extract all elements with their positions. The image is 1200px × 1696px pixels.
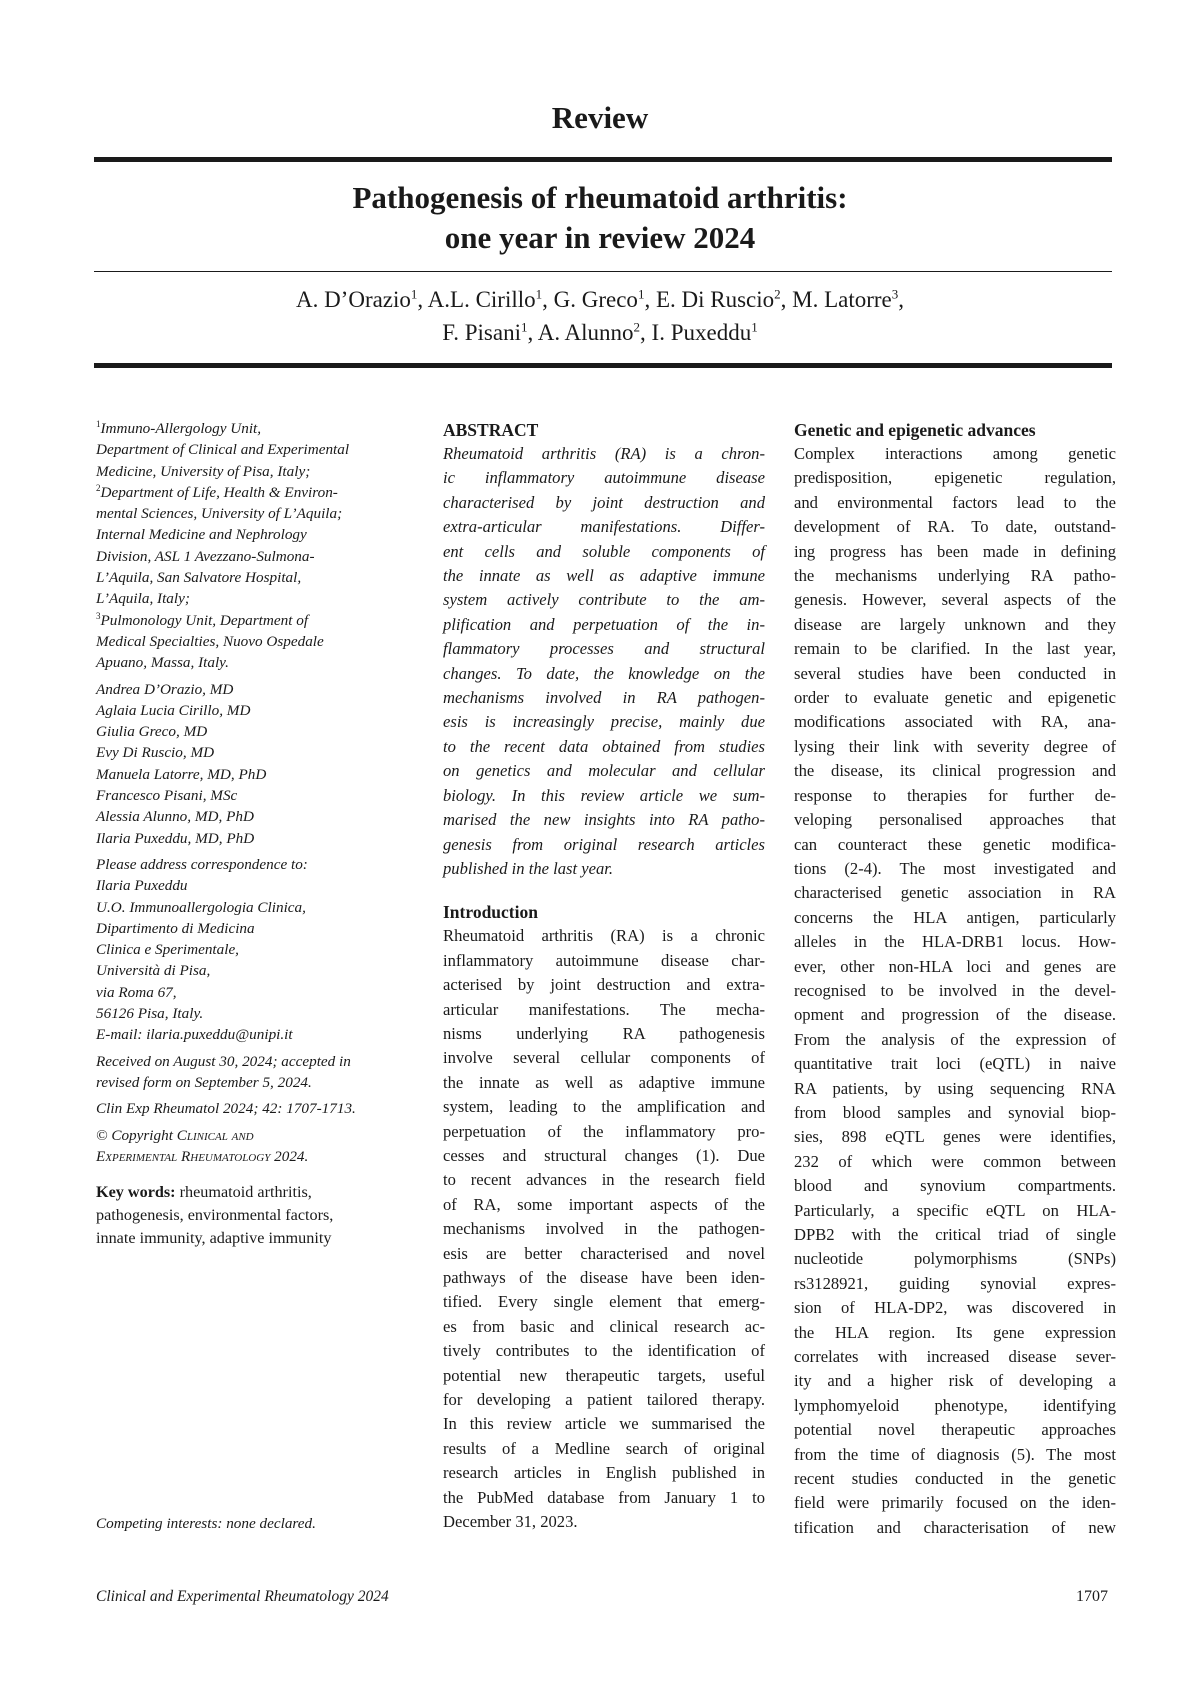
text-line: can counteract these genetic modifica-	[794, 834, 1116, 854]
author-line-2: F. Pisani$^1$, A. Alunno$^2$, I. Puxeddu$^1$	[442, 319, 758, 345]
text-line: esis is increasingly precise, mainly due	[443, 712, 765, 732]
text-line: Francesco Pisani, MSc	[96, 787, 238, 805]
text-line: tified. Every single element that emerg-	[443, 1292, 765, 1312]
text-line: rs3128921, guiding synovial expres-	[794, 1273, 1116, 1293]
author-full-names	[96, 679, 412, 849]
footer-journal: Clinical and Experimental Rheumatology 2024	[96, 1588, 389, 1605]
text-line: predisposition, epigenetic regulation,	[794, 468, 1116, 488]
text-line: biology. In this review article we sum-	[443, 785, 765, 805]
affiliation-line: Internal Medicine and Nephrology	[96, 526, 307, 544]
text-line: Ilaria Puxeddu	[96, 877, 188, 895]
introduction-heading: Introduction	[443, 902, 538, 923]
author: A. D’Orazio	[295, 287, 411, 312]
text-line: cesses and structural changes (1). Due	[443, 1145, 765, 1165]
author-affiliation-marker: 1	[535, 286, 543, 302]
genetic-heading: Genetic and epigenetic advances	[794, 420, 1036, 440]
text-line: system actively contribute to the am-	[443, 590, 765, 610]
text-line: Andrea D’Orazio, MD	[96, 680, 234, 698]
text-line: Rheumatoid arthritis (RA) is a chronic	[443, 926, 765, 946]
text-line: December 31, 2023.	[443, 1512, 578, 1532]
right-column	[794, 418, 1116, 1540]
text-line: to the recent data obtained from studies	[443, 736, 765, 756]
section-label: Review	[551, 100, 649, 135]
text-line: lymphomyeloid phenotype, identifying	[794, 1395, 1116, 1415]
text-line: ing progress has been made in defining	[794, 541, 1116, 561]
text-line: Evy Di Ruscio, MD	[96, 744, 215, 762]
keywords: Key words: rheumatoid arthritis, pathogenesis, environmental factors, innate immunity, adaptive immunity	[96, 1183, 334, 1248]
author-affiliation-marker: 2	[633, 319, 641, 335]
author-affiliation-marker: 1	[520, 319, 528, 335]
text-line: development of RA. To date, outstand-	[794, 517, 1116, 537]
text-line: disease are largely unknown and they	[794, 614, 1116, 634]
text-line: tively contributes to the identification of	[443, 1341, 765, 1361]
sidebar-column	[96, 418, 412, 1250]
text-line: and environmental factors lead to the	[794, 492, 1116, 512]
text-line: concerns the HLA antigen, particularly	[794, 907, 1116, 927]
text-line: perpetuation of the inflammatory pro-	[443, 1121, 765, 1141]
affiliation-line: Medicine, University of Pisa, Italy;	[96, 462, 311, 480]
text-line: results of a Medline search of original	[443, 1438, 765, 1458]
affiliation-line: Department of Clinical and Experimental	[96, 441, 350, 459]
text-line: response to therapies for further de-	[794, 785, 1116, 805]
top-rule	[94, 157, 1112, 162]
author-affiliation-marker: 2	[774, 286, 781, 302]
text-line: the innate as well as adaptive immune	[443, 1072, 765, 1092]
text-line: for developing a patient tailored therapy.	[443, 1390, 765, 1410]
text-line: es from basic and clinical research ac-	[443, 1316, 765, 1336]
affiliation-line: L’Aquila, Italy;	[96, 590, 190, 608]
text-line: In this review article we summarised the	[443, 1414, 765, 1434]
correspondence	[96, 854, 412, 1046]
introduction-body	[443, 924, 765, 1534]
copyright: © Copyright Clinical and Experimental Rheumatology 2024.	[96, 1126, 309, 1165]
author: E. Di Ruscio	[655, 287, 775, 312]
affiliation-line: $^1$Immuno-Allergology Unit,	[96, 418, 262, 437]
text-line: the innate as well as adaptive immune	[443, 566, 765, 586]
text-line: of RA, some important aspects of the	[443, 1194, 765, 1214]
text-line: Please address correspondence to:	[96, 855, 308, 873]
text-line: acterised by joint destruction and extra-	[443, 975, 765, 995]
text-line: flammatory processes and structural	[443, 639, 765, 659]
author: A.L. Cirillo	[427, 287, 536, 312]
text-line: ent cells and soluble components of	[443, 541, 765, 561]
text-line: to recent advances in the research field	[443, 1170, 765, 1190]
abstract-heading: ABSTRACT	[443, 420, 539, 440]
text-line: ever, other non-HLA loci and genes are	[794, 956, 1116, 976]
text-line: quantitative trait loci (eQTL) in naive	[794, 1054, 1116, 1074]
text-line: genesis. However, several aspects of the	[794, 590, 1116, 610]
abstract-body	[443, 442, 765, 881]
text-line: lysing their link with severity degree of	[794, 736, 1116, 756]
text-line: inflammatory autoimmune disease char-	[443, 950, 765, 970]
text-line: 232 of which were common between	[794, 1151, 1116, 1171]
text-line: tions (2-4). The most investigated and	[794, 858, 1116, 878]
author-affiliation-marker: 1	[751, 319, 758, 335]
text-line: system, leading to the amplification and	[443, 1097, 765, 1117]
text-line: the HLA region. Its gene expression	[794, 1322, 1116, 1342]
text-line: Università di Pisa,	[96, 962, 211, 980]
text-line: several studies have been conducted in	[794, 663, 1116, 683]
text-line: extra-articular manifestations. Differ-	[443, 517, 765, 537]
text-line: ic inflammatory autoimmune disease	[443, 468, 765, 488]
page-number: 1707	[1076, 1588, 1108, 1605]
text-line: tification and characterisation of new	[794, 1517, 1116, 1537]
text-line: nucleotide polymorphisms (SNPs)	[794, 1249, 1116, 1269]
title-line-1: Pathogenesis of rheumatoid arthritis:	[352, 180, 848, 215]
author-affiliation-marker: 1	[637, 286, 645, 302]
keywords-label: Key words:	[96, 1183, 176, 1202]
text-line: characterised by joint destruction and	[443, 492, 765, 512]
text-line: published in the last year.	[443, 858, 614, 878]
text-line: revised form on September 5, 2024.	[96, 1073, 312, 1091]
text-line: esis are better characterised and novel	[443, 1243, 765, 1263]
author-affiliation-marker: 3	[891, 286, 899, 302]
text-line: opment and progression of the disease.	[794, 1005, 1116, 1025]
text-line: DPB2 with the critical triad of single	[794, 1225, 1116, 1244]
text-line: Rheumatoid arthritis (RA) is a chron-	[443, 444, 765, 463]
affiliation-line: $^3$Pulmonology Unit, Department of	[96, 610, 309, 629]
text-line: modifications associated with RA, ana-	[794, 712, 1116, 732]
text-line: research articles in English published in	[443, 1463, 765, 1483]
text-line: mechanisms involved in the pathogen-	[443, 1219, 765, 1239]
affiliation-line: mental Sciences, University of L’Aquila;	[96, 505, 343, 523]
text-line: potential novel therapeutic approaches	[794, 1420, 1116, 1440]
author-line-1: A. D’Orazio$^1$, A.L. Cirillo$^1$, G. Greco$^1$, E. Di Ruscio$^2$, M. Latorre$^3$,	[295, 286, 905, 312]
text-line: from blood samples and synovial biop-	[794, 1102, 1116, 1122]
text-line: E-mail: ilaria.puxeddu@unipi.it	[96, 1026, 293, 1044]
text-line: mechanisms involved in RA pathogen-	[443, 688, 765, 708]
text-line: sies, 898 eQTL genes were identifies,	[794, 1127, 1116, 1147]
text-line: the disease, its clinical progression and	[794, 761, 1116, 781]
text-line: on genetics and molecular and cellular	[443, 761, 765, 781]
text-line: ity and a higher risk of developing a	[794, 1371, 1116, 1391]
text-line: recent studies conducted in the genetic	[794, 1469, 1116, 1489]
text-line: Particularly, a specific eQTL on HLA-	[794, 1200, 1116, 1220]
text-line: genesis from original research articles	[443, 834, 765, 854]
text-line: RA patients, by using sequencing RNA	[794, 1078, 1116, 1098]
text-line: 56126 Pisa, Italy.	[96, 1005, 204, 1023]
author: A. Alunno	[537, 320, 634, 345]
text-line: U.O. Immunoallergologia Clinica,	[96, 898, 306, 916]
text-line: Alessia Alunno, MD, PhD	[96, 808, 254, 826]
text-line: Giulia Greco, MD	[96, 723, 208, 741]
affiliation-line: Apuano, Massa, Italy.	[96, 654, 229, 672]
author: M. Latorre	[792, 287, 892, 312]
text-line: changes. To date, the knowledge on the	[443, 663, 765, 683]
text-line: pathways of the disease have been iden-	[443, 1268, 765, 1287]
text-line: recognised to be involved in the devel-	[794, 980, 1116, 1000]
author-affiliation-marker: 1	[410, 286, 418, 302]
received-dates	[96, 1051, 412, 1094]
text-line: potential new therapeutic targets, useful	[443, 1365, 765, 1385]
text-line: from the time of diagnosis (5). The most	[794, 1444, 1116, 1464]
text-line: field were primarily focused on the iden-	[794, 1493, 1116, 1513]
text-line: involve several cellular components of	[443, 1048, 765, 1068]
title-line-2: one year in review 2024	[444, 220, 756, 255]
affiliation-line: L’Aquila, San Salvatore Hospital,	[96, 569, 302, 587]
author: G. Greco	[553, 287, 638, 312]
text-line: articular manifestations. The mecha-	[443, 999, 765, 1019]
citation: Clin Exp Rheumatol 2024; 42: 1707-1713.	[96, 1100, 356, 1118]
affiliation-line: Division, ASL 1 Avezzano-Sulmona-	[96, 547, 315, 565]
text-line: blood and synovium compartments.	[794, 1176, 1116, 1196]
title-rule	[94, 271, 1112, 272]
text-line: characterised genetic association in RA	[794, 883, 1116, 903]
header-bottom-rule	[94, 363, 1112, 368]
affiliation-line: Medical Specialties, Nuovo Ospedale	[96, 632, 324, 650]
text-line: nisms underlying RA pathogenesis	[443, 1023, 765, 1043]
text-line: correlates with increased disease sever-	[794, 1347, 1116, 1367]
text-line: the PubMed database from January 1 to	[443, 1487, 765, 1507]
text-line: plification and perpetuation of the in-	[443, 614, 765, 634]
text-line: sion of HLA-DP2, was discovered in	[794, 1298, 1116, 1318]
text-line: via Roma 67,	[96, 983, 177, 1001]
text-line: Dipartimento di Medicina	[96, 919, 255, 937]
text-line: Manuela Latorre, MD, PhD	[96, 765, 267, 783]
text-line: Clinica e Sperimentale,	[96, 941, 239, 959]
text-line: remain to be clarified. In the last year,	[794, 639, 1116, 659]
author-byline	[0, 283, 1200, 349]
text-line: veloping personalised approaches that	[794, 810, 1116, 830]
affiliations	[96, 418, 412, 674]
text-line: order to evaluate genetic and epigenetic	[794, 688, 1116, 708]
genetic-body	[794, 442, 1116, 1540]
middle-column	[443, 418, 765, 1534]
text-line: marised the new insights into RA patho-	[443, 810, 765, 830]
text-line: Complex interactions among genetic	[794, 444, 1116, 463]
author: I. Puxeddu	[651, 320, 752, 345]
competing-interests: Competing interests: none declared.	[96, 1515, 316, 1532]
text-line: Received on August 30, 2024; accepted in	[96, 1052, 351, 1070]
text-line: From the analysis of the expression of	[794, 1029, 1116, 1049]
text-line: Ilaria Puxeddu, MD, PhD	[96, 829, 255, 847]
text-line: alleles in the HLA-DRB1 locus. How-	[794, 932, 1116, 952]
text-line: the mechanisms underlying RA patho-	[794, 566, 1116, 586]
paper-title	[0, 178, 1200, 258]
affiliation-line: $^2$Department of Life, Health & Environ-	[96, 482, 338, 501]
author: F. Pisani	[442, 320, 521, 345]
text-line: Aglaia Lucia Cirillo, MD	[96, 701, 251, 719]
